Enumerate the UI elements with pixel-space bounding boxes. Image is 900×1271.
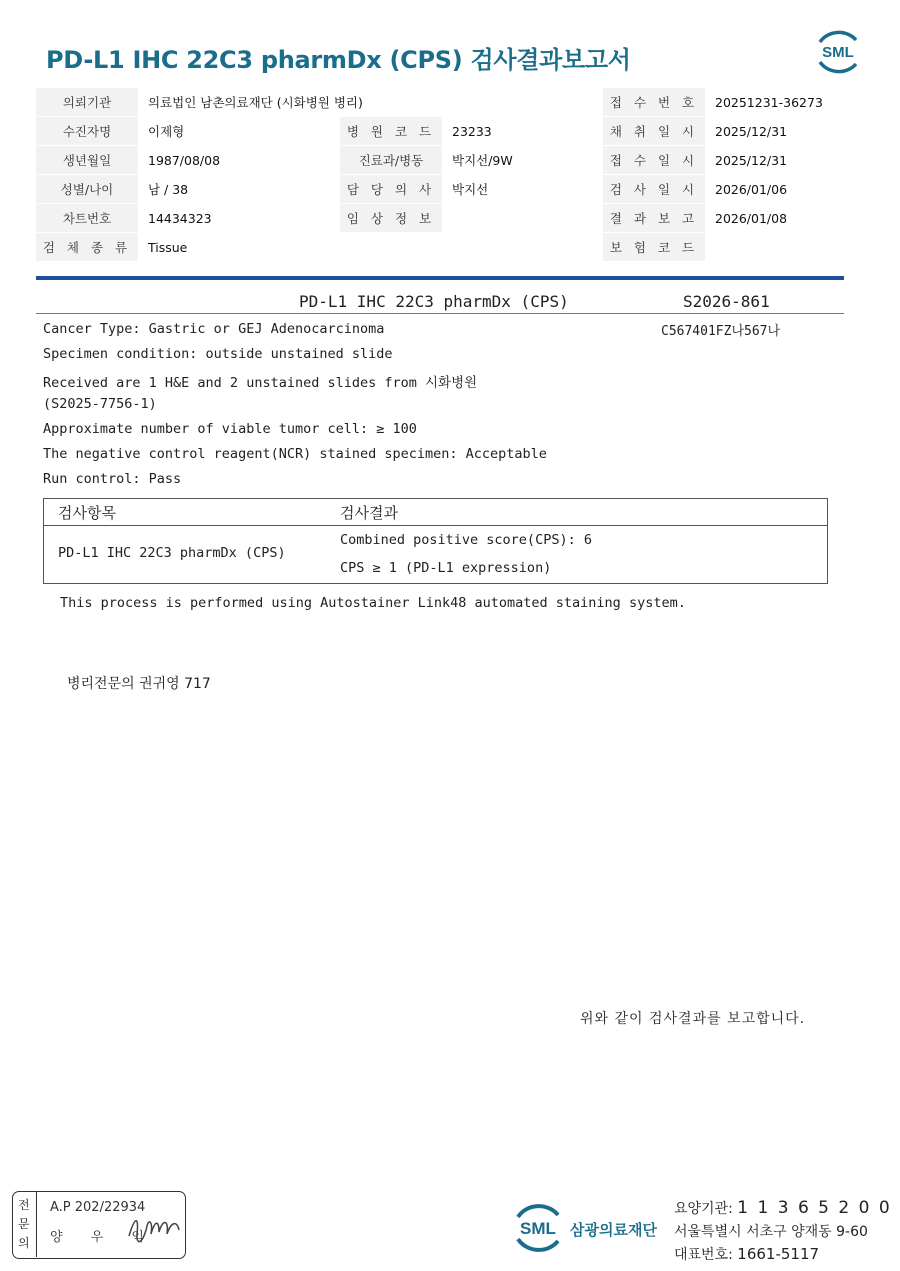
receipt-date-label: 접 수 일 시 xyxy=(603,146,705,175)
collection-date-label: 채 취 일 시 xyxy=(603,117,705,146)
clinical-value xyxy=(442,204,603,233)
footer-logo-text: SML xyxy=(520,1219,556,1238)
sml-logo xyxy=(812,28,864,74)
test-date-value: 2026/01/06 xyxy=(705,175,864,204)
stamp-char: 의 xyxy=(18,1236,30,1250)
patient-value: 이제형 xyxy=(138,117,340,146)
insurance-label: 보 험 코 드 xyxy=(603,233,705,262)
institution-value: 의료법인 남촌의료재단 (시화병원 병리) xyxy=(138,88,603,117)
report-line: Approximate number of viable tumor cell: ≥ 100 xyxy=(43,421,417,437)
birth-label: 생년월일 xyxy=(36,146,138,175)
info-row xyxy=(36,88,864,117)
info-row xyxy=(36,146,864,175)
logo-text: SML xyxy=(822,44,854,61)
report-date-value: 2026/01/08 xyxy=(705,204,864,233)
report-line: Specimen condition: outside unstained slide xyxy=(43,346,393,362)
institution-label: 의뢰기관 xyxy=(36,88,138,117)
sml-footer-logo xyxy=(510,1200,566,1254)
test-date-label: 검 사 일 시 xyxy=(603,175,705,204)
patient-label: 수진자명 xyxy=(36,117,138,146)
report-number: S2026-861 xyxy=(683,292,770,311)
care-code-label: 요양기관: xyxy=(674,1201,733,1217)
care-code-row xyxy=(674,1198,892,1218)
pathologist: 병리전문의 권귀영 717 xyxy=(67,676,211,692)
info-row xyxy=(36,175,864,204)
process-note: This process is performed using Autostainer Link48 automated staining system. xyxy=(60,595,686,611)
birth-value: 1987/08/08 xyxy=(138,146,340,175)
care-code: 1 1 3 6 5 2 0 0 xyxy=(737,1198,892,1218)
collection-date-value: 2025/12/31 xyxy=(705,117,864,146)
info-row xyxy=(36,117,864,146)
stamp-char: 문 xyxy=(18,1217,30,1231)
phone-label: 대표번호: xyxy=(674,1247,733,1263)
stamp-char: 전 xyxy=(18,1198,30,1212)
result-item: PD-L1 IHC 22C3 pharmDx (CPS) xyxy=(58,545,286,561)
stamp-name: 양 우 익 xyxy=(50,1230,156,1245)
closing-statement: 위와 같이 검사결과를 보고합니다. xyxy=(580,1011,806,1027)
dept-value: 박지선/9W xyxy=(442,146,603,175)
report-line: (S2025-7756-1) xyxy=(43,396,157,412)
signature-icon xyxy=(125,1208,183,1250)
report-code: C567401FZ나567나 xyxy=(661,324,781,339)
chart-value: 14434323 xyxy=(138,204,340,233)
receipt-no-label: 접 수 번 호 xyxy=(603,88,705,117)
report-divider xyxy=(36,313,844,314)
chart-label: 차트번호 xyxy=(36,204,138,233)
patient-info-table xyxy=(36,88,864,262)
footer-address: 서울특별시 서초구 양재동 9-60 xyxy=(674,1224,868,1240)
result-header-item: 검사항목 xyxy=(58,504,116,522)
receipt-date-value: 2025/12/31 xyxy=(705,146,864,175)
footer-org-name: 삼광의료재단 xyxy=(570,1221,657,1239)
result-value-expression: CPS ≥ 1 (PD-L1 expression) xyxy=(340,560,552,576)
insurance-value xyxy=(705,233,864,262)
dept-label: 진료과/병동 xyxy=(340,146,442,175)
report-date-label: 결 과 보 고 xyxy=(603,204,705,233)
result-header-value: 검사결과 xyxy=(340,504,398,522)
stamp-license: A.P 202/22934 xyxy=(50,1200,146,1215)
specimen-label: 검 체 종 류 xyxy=(36,233,138,262)
report-line: Run control: Pass xyxy=(43,471,182,487)
specimen-value: Tissue xyxy=(138,233,340,262)
result-header-divider xyxy=(43,525,827,526)
phone-number: 1661-5117 xyxy=(737,1245,820,1263)
hospital-code-value: 23233 xyxy=(442,117,603,146)
report-line: The negative control reagent(NCR) stained specimen: Acceptable xyxy=(43,446,547,462)
report-title: PD-L1 IHC 22C3 pharmDx (CPS) 검사결과보고서 xyxy=(46,46,631,74)
receipt-no-value: 20251231-36273 xyxy=(705,88,864,117)
result-value-cps: Combined positive score(CPS): 6 xyxy=(340,532,592,548)
report-test-title: PD-L1 IHC 22C3 pharmDx (CPS) xyxy=(299,292,569,311)
sex-age-label: 성별/나이 xyxy=(36,175,138,204)
phone-row xyxy=(674,1244,819,1264)
report-line: Received are 1 H&E and 2 unstained slides from 시화병원 xyxy=(43,375,478,391)
clinical-label: 임 상 정 보 xyxy=(340,204,442,233)
doctor-label: 담 당 의 사 xyxy=(340,175,442,204)
hospital-code-label: 병 원 코 드 xyxy=(340,117,442,146)
info-row xyxy=(36,204,864,233)
info-row xyxy=(36,233,864,262)
doctor-value: 박지선 xyxy=(442,175,603,204)
sex-age-value: 남 / 38 xyxy=(138,175,340,204)
report-line: Cancer Type: Gastric or GEJ Adenocarcinoma xyxy=(43,321,385,337)
section-divider xyxy=(36,276,844,280)
